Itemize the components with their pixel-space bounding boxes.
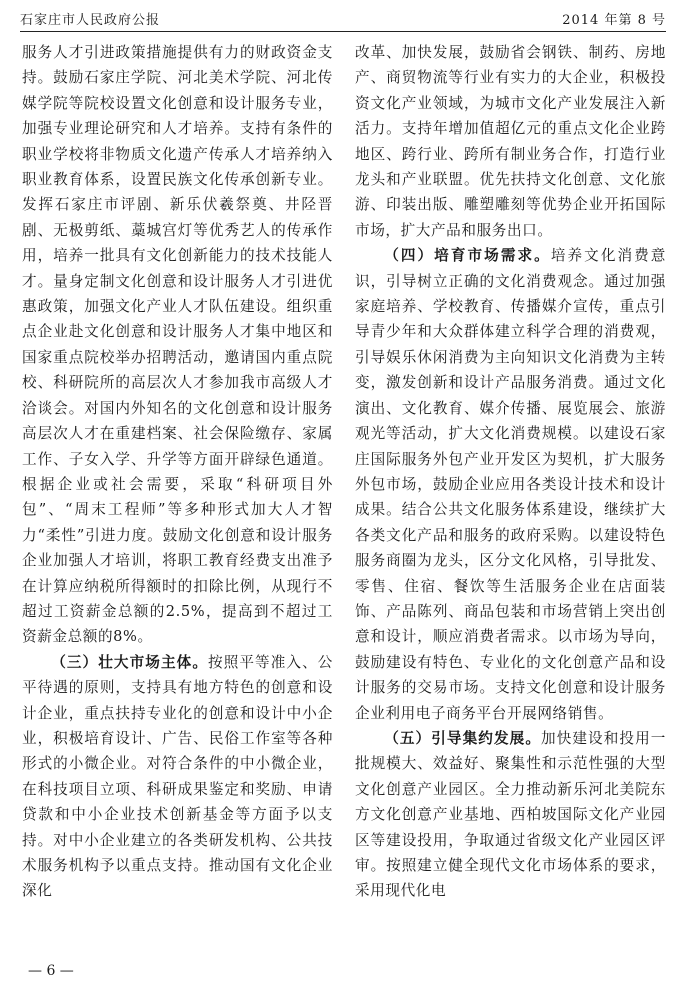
- paragraph: 服务人才引进政策措施提供有力的财政资金支持。鼓励石家庄学院、河北美术学院、河北传媒学院等院校设置文化创意和设计服务专业，加强专业理论研究和人才培养。支持有条件的职业学校将非物质文化遗产传承人才培养纳入职业教育体系，设置民族文化传承创新专业。发挥石家庄市评剧、新乐伏羲祭奠、井陉晋剧、无极剪纸、藁城宫灯等优秀艺人的传承作用，培养一批具有文化创新能力的技术技能人才。量身定制文化创意和设计服务人才引进优惠政策，加强文化产业人才队伍建设。组织重点企业赴文化创意和设计服务人才集中地区和国家重点院校举办招聘活动，邀请国内重点院校、科研院所的高层次人才参加我市高级人才洽谈会。对国内外知名的文化创意和设计服务高层次人才在重建档案、社会保险缴存、家属工作、子女入学、升学等方面开辟绿色通道。根据企业或社会需要，采取“科研项目外包”、“周末工程师”等多种形式加大人才智力“柔性”引进力度。鼓励文化创意和设计服务企业加强人才培训，将职工教育经费支出准予在计算应纳税所得额时的扣除比例，从现行不超过工资薪金总额的2.5%，提高到不超过工资薪金总额的8%。: [22, 44, 333, 646]
- left-column: [22, 40, 333, 958]
- issue-number: 2014 年第 8 号: [562, 13, 666, 28]
- section-heading: （四）培育市场需求。: [384, 247, 551, 265]
- page-header: [20, 6, 666, 28]
- publication-title: 石家庄市人民政府公报: [20, 13, 161, 28]
- page-number: — 6 —: [28, 963, 74, 979]
- section-heading: （五）引导集约发展。: [384, 729, 542, 747]
- header-rule: [20, 31, 666, 32]
- paragraph: 改革、加快发展，鼓励省会钢铁、制药、房地产、商贸物流等行业有实力的大企业，积极投资文化产业领域，为城市文化产业发展注入新活力。支持年增加值超亿元的重点文化企业跨地区、跨行业、跨所有制业务合作，打造行业龙头和产业联盟。优先扶持文化创意、文化旅游、印装出版、雕塑雕刻等优势企业开拓国际市场，扩大产品和服务出口。: [355, 44, 666, 239]
- right-column: [355, 40, 666, 958]
- paragraph-section-5: （五）引导集约发展。加快建设和投用一批规模大、效益好、聚集性和示范性强的大型文化创意产业园区。全力推动新乐河北美院东方文化创意产业基地、西柏坡国际文化产业园区等建设投用，争取通过省级文化产业园区评审。按照建立健全现代文化市场体系的要求，采用现代化电: [355, 729, 666, 900]
- section-heading: （三）壮大市场主体。: [51, 653, 209, 671]
- paragraph-section-4: （四）培育市场需求。培养文化消费意识，引导树立正确的文化消费观念。通过加强家庭培养、学校教育、传播媒介宣传，重点引导青少年和大众群体建立科学合理的消费观，引导娱乐休闲消费为主向知识文化消费为主转变，激发创新和设计产品服务消费。通过文化演出、文化教育、媒介传播、展览展会、旅游观光等活动，扩大文化消费规模。以建设石家庄国际服务外包产业开发区为契机，扩大服务外包市场，鼓励企业应用各类设计技术和设计成果。结合公共文化服务体系建设，继续扩大各类文化产品和服务的政府采购。以建设特色服务商圈为龙头，区分文化风格，引导批发、零售、住宿、餐饮等生活服务企业在店面装饰、产品陈列、商品包装和市场营销上突出创意和设计，顺应消费者需求。以市场为导向，鼓励建设有特色、专业化的文化创意产品和设计服务的交易市场。支持文化创意和设计服务企业利用电子商务平台开展网络销售。: [355, 247, 666, 722]
- paragraph-section-3: （三）壮大市场主体。按照平等准入、公平待遇的原则，支持具有地方特色的创意和设计企业，重点扶持专业化的创意和设计中小企业，积极培育设计、广告、民俗工作室等各种形式的小微企业。对符合条件的中小微企业，在科技项目立项、科研成果鉴定和奖励、申请贷款和中小企业技术创新基金等方面予以支持。对中小企业建立的各类研发机构、公共技术服务机构予以重点支持。推动国有文化企业深化: [22, 653, 333, 900]
- body-columns: [22, 40, 666, 958]
